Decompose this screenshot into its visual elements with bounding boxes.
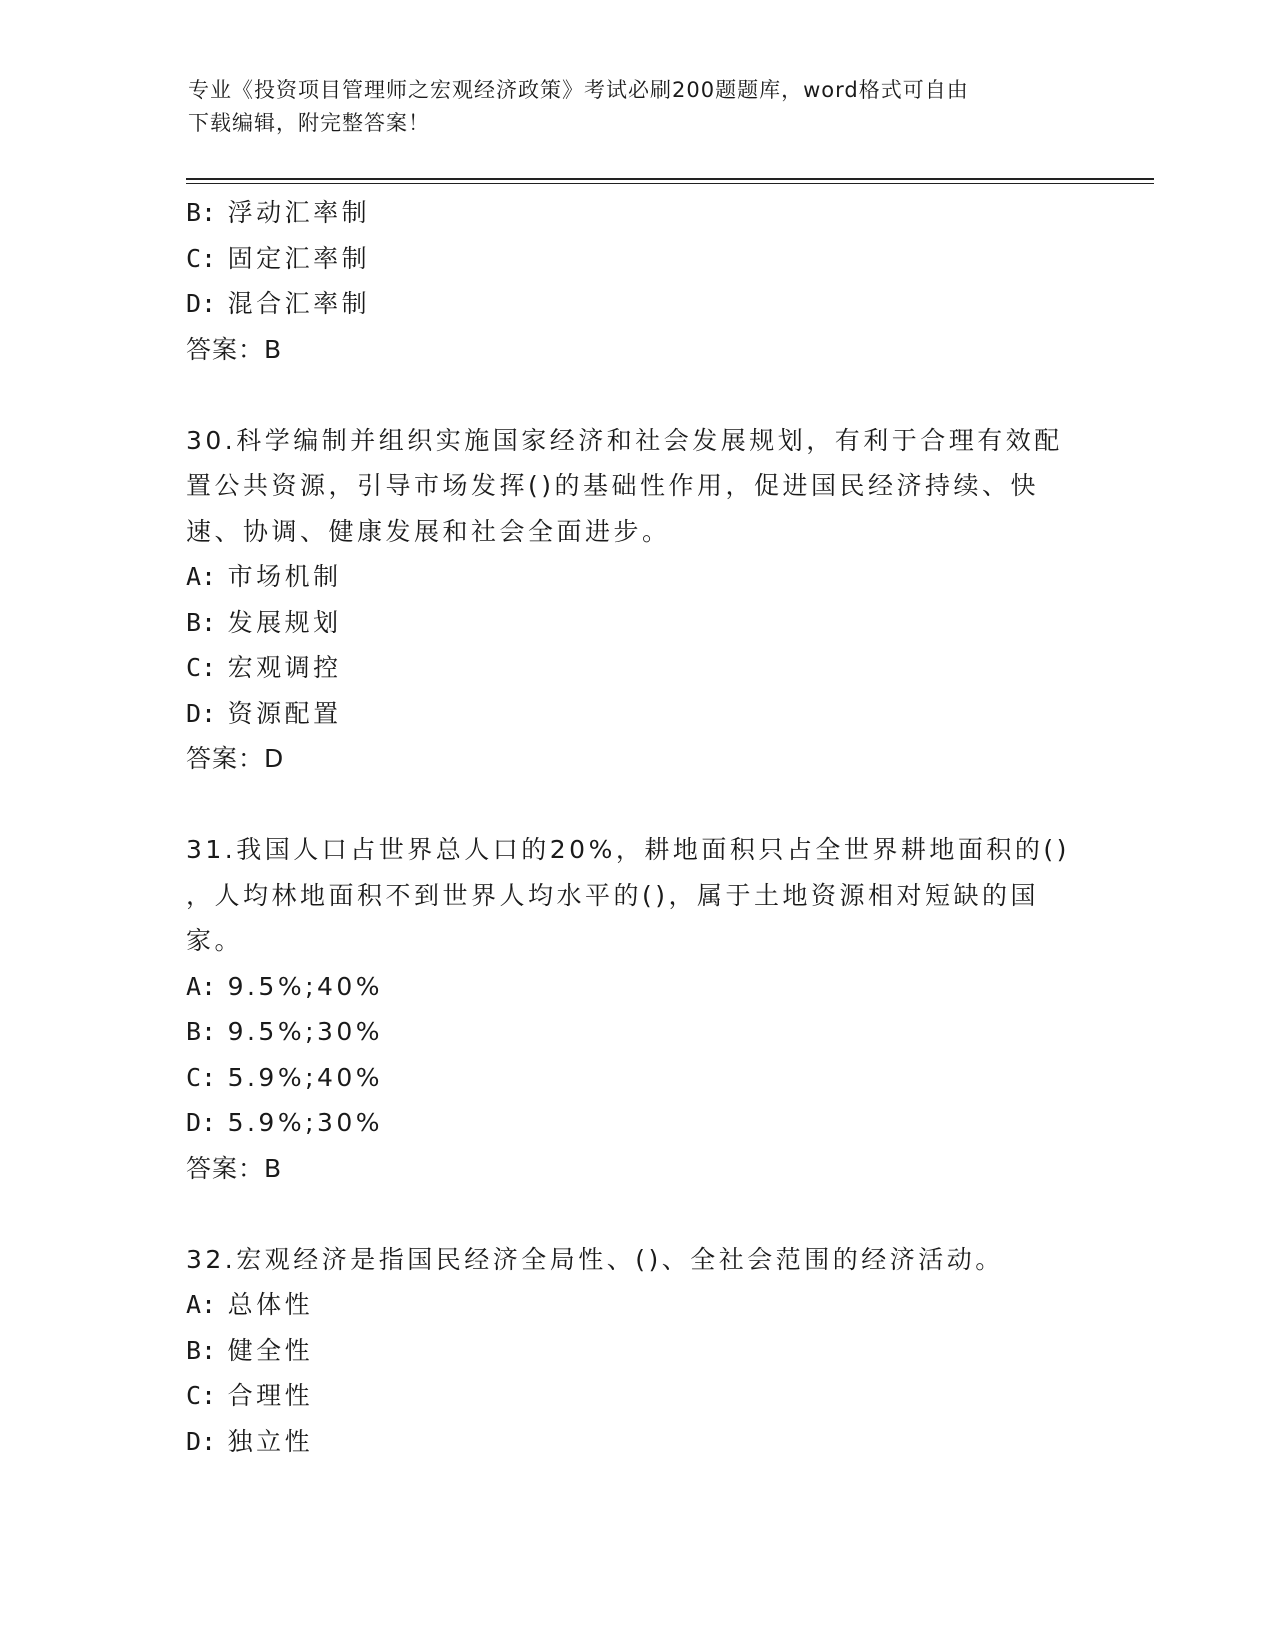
option-a: A: 总体性 [186,1290,314,1319]
question-text: 置公共资源，引导市场发挥()的基础性作用，促进国民经济持续、快 [186,471,1040,500]
header-line-2: 下载编辑，附完整答案！ [188,111,430,135]
option-b: B: 9.5%;30% [186,1017,384,1046]
option-a: A: 9.5%;40% [186,971,384,1001]
question-text: 速、协调、健康发展和社会全面进步。 [186,516,671,546]
header-rule-thin [186,183,1154,184]
answer: 答案：B [186,1153,283,1183]
option-d: D: 混合汇率制 [186,289,371,318]
option-c: C: 合理性 [186,1381,314,1410]
page-header [188,74,1068,140]
option-b: B: 发展规划 [186,607,342,637]
question-text: 30.科学编制并组织实施国家经济和社会发展规划，有利于合理有效配 [186,425,1063,455]
question-text: 31.我国人口占世界总人口的20%，耕地面积只占全世界耕地面积的() [186,835,1070,864]
question-text: 家。 [186,926,244,955]
option-c: C: 宏观调控 [186,653,342,682]
answer: 答案：D [186,744,285,773]
header-line-1: 专业《投资项目管理师之宏观经济政策》考试必刷200题题库，word格式可自由 [188,78,969,102]
option-d: D: 5.9%;30% [186,1108,384,1137]
question-text: 32.宏观经济是指国民经济全局性、()、全社会范围的经济活动。 [186,1244,1004,1274]
question-30 [186,418,1086,782]
answer: 答案：B [186,334,283,364]
option-c: C: 固定汇率制 [186,243,371,273]
question-text: ，人均林地面积不到世界人均水平的()，属于土地资源相对短缺的国 [186,880,1040,910]
question-32 [186,1237,1086,1465]
question-31 [186,827,1086,1191]
option-c: C: 5.9%;40% [186,1062,384,1092]
question-29 [186,190,1086,372]
question-list [186,190,1086,1464]
option-b: B: 健全性 [186,1335,314,1365]
option-d: D: 独立性 [186,1426,314,1456]
option-d: D: 资源配置 [186,698,342,728]
option-a: A: 市场机制 [186,562,342,591]
option-b: B: 浮动汇率制 [186,198,371,227]
header-rule-thick [186,178,1154,180]
